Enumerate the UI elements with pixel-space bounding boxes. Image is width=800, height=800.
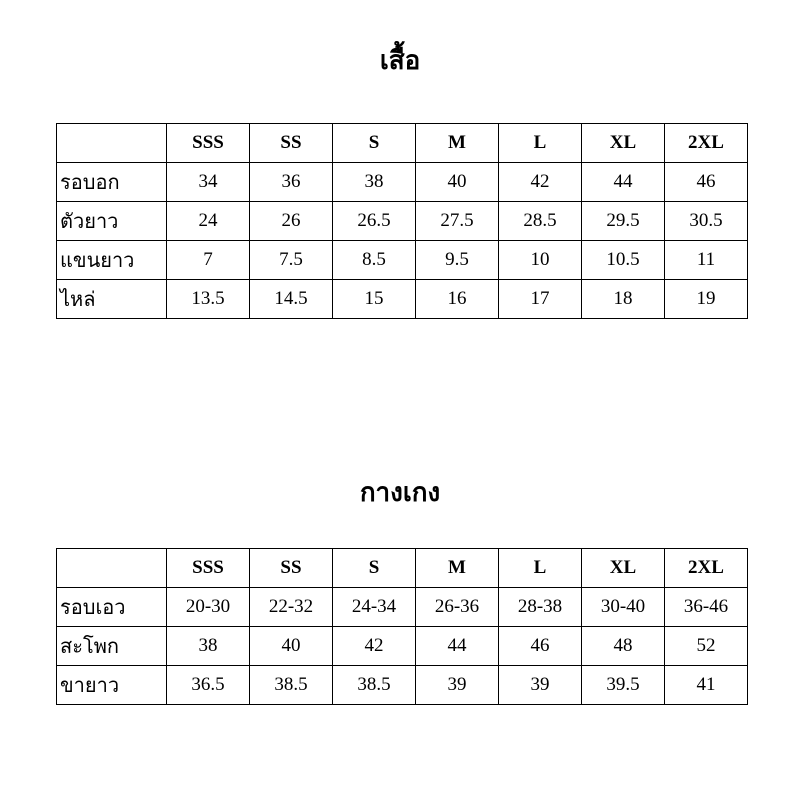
shirt-measurement-value: 16 [416, 280, 499, 319]
pants-size-table [56, 548, 748, 705]
pants-corner-cell [57, 549, 167, 588]
pants-measurement-value: 44 [416, 627, 499, 666]
shirt-measurement-value: 40 [416, 163, 499, 202]
pants-size-header: S [333, 549, 416, 588]
pants-measurement-label: ขายาว [57, 666, 167, 705]
shirt-measurement-value: 10 [499, 241, 582, 280]
table-row [57, 588, 748, 627]
pants-measurement-value: 24-34 [333, 588, 416, 627]
pants-size-title: กางเกง [359, 478, 441, 507]
shirt-measurement-value: 42 [499, 163, 582, 202]
pants-measurement-value: 26-36 [416, 588, 499, 627]
shirt-measurement-value: 44 [582, 163, 665, 202]
shirt-measurement-value: 15 [333, 280, 416, 319]
pants-measurement-value: 39 [499, 666, 582, 705]
pants-measurement-value: 22-32 [250, 588, 333, 627]
shirt-measurement-value: 38 [333, 163, 416, 202]
table-row [57, 627, 748, 666]
shirt-measurement-value: 46 [665, 163, 748, 202]
pants-size-header: M [416, 549, 499, 588]
pants-measurement-value: 28-38 [499, 588, 582, 627]
pants-size-header: SSS [167, 549, 250, 588]
pants-measurement-value: 42 [333, 627, 416, 666]
pants-measurement-value: 46 [499, 627, 582, 666]
pants-measurement-value: 38.5 [333, 666, 416, 705]
shirt-measurement-value: 30.5 [665, 202, 748, 241]
shirt-header-row [57, 124, 748, 163]
shirt-measurement-label: รอบอก [57, 163, 167, 202]
shirt-measurement-value: 18 [582, 280, 665, 319]
shirt-measurement-label: แขนยาว [57, 241, 167, 280]
pants-measurement-value: 36.5 [167, 666, 250, 705]
shirt-measurement-value: 11 [665, 241, 748, 280]
pants-measurement-label: สะโพก [57, 627, 167, 666]
shirt-measurement-value: 34 [167, 163, 250, 202]
shirt-measurement-value: 29.5 [582, 202, 665, 241]
shirt-size-header: S [333, 124, 416, 163]
shirt-measurement-value: 9.5 [416, 241, 499, 280]
shirt-measurement-value: 19 [665, 280, 748, 319]
table-row [57, 202, 748, 241]
shirt-measurement-value: 24 [167, 202, 250, 241]
shirt-measurement-value: 10.5 [582, 241, 665, 280]
shirt-measurement-value: 14.5 [250, 280, 333, 319]
pants-measurement-value: 39 [416, 666, 499, 705]
shirt-measurement-label: ตัวยาว [57, 202, 167, 241]
table-row [57, 163, 748, 202]
pants-measurement-value: 36-46 [665, 588, 748, 627]
shirt-corner-cell [57, 124, 167, 163]
table-row [57, 280, 748, 319]
shirt-size-header: SS [250, 124, 333, 163]
pants-measurement-value: 52 [665, 627, 748, 666]
pants-size-header: 2XL [665, 549, 748, 588]
shirt-measurement-value: 27.5 [416, 202, 499, 241]
shirt-size-header: 2XL [665, 124, 748, 163]
pants-size-header: L [499, 549, 582, 588]
pants-measurement-value: 38 [167, 627, 250, 666]
table-row [57, 666, 748, 705]
table-row [57, 241, 748, 280]
pants-measurement-value: 38.5 [250, 666, 333, 705]
shirt-size-title: เสื้อ [379, 46, 421, 75]
shirt-size-header: SSS [167, 124, 250, 163]
pants-measurement-value: 20-30 [167, 588, 250, 627]
pants-header-row [57, 549, 748, 588]
shirt-size-header: XL [582, 124, 665, 163]
shirt-measurement-value: 26.5 [333, 202, 416, 241]
shirt-measurement-value: 36 [250, 163, 333, 202]
shirt-measurement-value: 8.5 [333, 241, 416, 280]
pants-measurement-value: 40 [250, 627, 333, 666]
shirt-measurement-value: 7.5 [250, 241, 333, 280]
shirt-measurement-value: 28.5 [499, 202, 582, 241]
pants-measurement-value: 30-40 [582, 588, 665, 627]
pants-measurement-value: 41 [665, 666, 748, 705]
pants-measurement-value: 39.5 [582, 666, 665, 705]
pants-size-header: XL [582, 549, 665, 588]
pants-size-header: SS [250, 549, 333, 588]
shirt-measurement-value: 17 [499, 280, 582, 319]
shirt-measurement-value: 13.5 [167, 280, 250, 319]
shirt-measurement-value: 26 [250, 202, 333, 241]
pants-measurement-value: 48 [582, 627, 665, 666]
shirt-measurement-value: 7 [167, 241, 250, 280]
shirt-measurement-label: ไหล่ [57, 280, 167, 319]
shirt-size-header: L [499, 124, 582, 163]
shirt-size-header: M [416, 124, 499, 163]
shirt-size-table [56, 123, 748, 319]
pants-measurement-label: รอบเอว [57, 588, 167, 627]
